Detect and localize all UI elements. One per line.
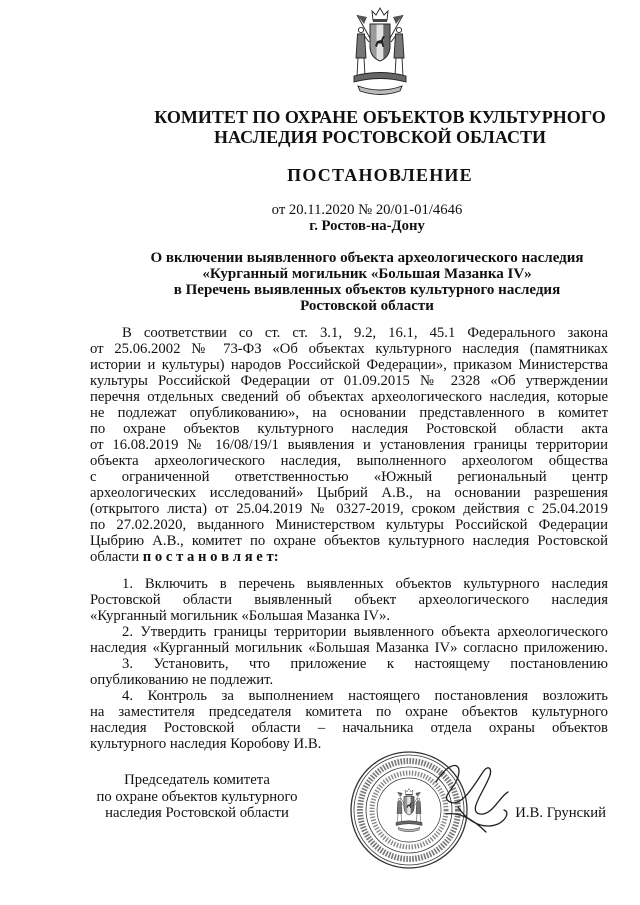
text-line: Ростовской области выявленный объект археологического наследия xyxy=(90,592,608,608)
subject-heading xyxy=(120,250,614,314)
text-line: от 25.06.2002 № 73-ФЗ «Об объектах культурного наследия (памятниках xyxy=(90,341,608,357)
text-line: не подлежат опубликованию», на основании представленного в комитет xyxy=(90,405,608,421)
closing-word: области xyxy=(90,549,140,565)
signatory-position xyxy=(90,772,304,822)
resolution-items xyxy=(90,576,608,752)
text-line: В соответствии со ст. ст. 3.1, 9.2, 16.1, 45.1 Федерального закона xyxy=(122,325,608,341)
committee-title-line: КОМИТЕТ ПО ОХРАНЕ ОБЪЕКТОВ КУЛЬТУРНОГО xyxy=(154,107,606,127)
text-line: наследия Ростовской области – начальника отдела охраны объектов xyxy=(90,720,608,736)
text-line: перечня отдельных сведений об объектах археологического наследия, которые xyxy=(90,389,608,405)
text-line: (открытого листа) от 25.04.2019 № 0327-2019, сроком действия с 25.04.2019 xyxy=(90,501,608,517)
text-line: «Курганный могильник «Большая Мазанка IV». xyxy=(90,608,391,624)
resolution-item-3 xyxy=(90,656,608,688)
text-line: объекта археологического наследия, выполненного археологом общества xyxy=(90,453,608,469)
signatory-position-line: наследия Ростовской области xyxy=(105,805,289,821)
city: г. Ростов-на-Дону xyxy=(309,218,425,234)
text-line: культурного наследия Коробову И.В. xyxy=(90,736,322,752)
resolution-item-2 xyxy=(90,624,608,656)
subject-line: О включении выявленного объекта археологического наследия xyxy=(150,250,584,266)
text-line: опубликованию не подлежит. xyxy=(90,672,274,688)
text-line: по 27.02.2020, выданного Министерством культуры Российской Федерации xyxy=(90,517,608,533)
text-line-closing xyxy=(90,549,608,565)
text-line: на заместителя председателя комитета по охране объектов культурного xyxy=(90,704,608,720)
resolution-item-4 xyxy=(90,688,608,752)
signatory-position-line: по охране объектов культурного xyxy=(96,788,298,805)
text-line: истории и культуры) народов Российской Федерации», приказом Министерства xyxy=(90,357,608,373)
text-line: наследия «Курганный могильник «Большая Мазанка IV» согласно приложению. xyxy=(90,640,608,656)
date-number-block xyxy=(120,202,614,234)
subject-line: Ростовской области xyxy=(300,298,434,314)
resolves-word: п о с т а н о в л я е т: xyxy=(142,549,279,565)
text-line: культуры Российской Федерации от 01.09.2015 № 2328 «Об утверждении xyxy=(90,373,608,389)
text-line: Цыбрию А.В., комитет по охране объектов культурного наследия Ростовской xyxy=(90,533,608,549)
seal-emblem-icon xyxy=(396,789,422,832)
preamble-paragraph xyxy=(90,325,608,565)
text-line: от 16.08.2019 № 16/08/19/1 выявления и установления границы территории xyxy=(90,437,608,453)
resolution-item-1 xyxy=(90,576,608,624)
text-line: с ограниченной ответственностью «Южный региональный центр xyxy=(90,469,608,485)
signatory-name: И.В. Грунский xyxy=(515,805,606,821)
text-line: по охране объектов культурного наследия Ростовской области акта xyxy=(90,421,608,437)
text-line: 4. Контроль за выполнением настоящего постановления возложить xyxy=(122,688,608,704)
document-type: ПОСТАНОВЛЕНИЕ xyxy=(287,165,473,185)
date-number: от 20.11.2020 № 20/01-01/4646 xyxy=(271,202,463,218)
subject-line: в Перечень выявленных объектов культурного наследия xyxy=(173,282,561,298)
coat-of-arms-icon xyxy=(350,6,410,96)
committee-title xyxy=(130,107,630,147)
signatory-position-line: Председатель комитета xyxy=(124,772,270,788)
committee-title-line: НАСЛЕДИЯ РОСТОВСКОЙ ОБЛАСТИ xyxy=(214,127,546,147)
text-line: 2. Утвердить границы территории выявленного объекта археологического xyxy=(122,624,608,640)
text-line: 3. Установить, что приложение к настоящему постановлению xyxy=(122,656,608,672)
text-line: 1. Включить в перечень выявленных объектов культурного наследия xyxy=(122,576,608,592)
text-line: археологических исследований» Цыбрий А.В., на основании разрешения xyxy=(90,485,608,501)
signature-scribble-icon xyxy=(428,752,518,842)
subject-line: «Курганный могильник «Большая Мазанка IV» xyxy=(202,266,532,282)
